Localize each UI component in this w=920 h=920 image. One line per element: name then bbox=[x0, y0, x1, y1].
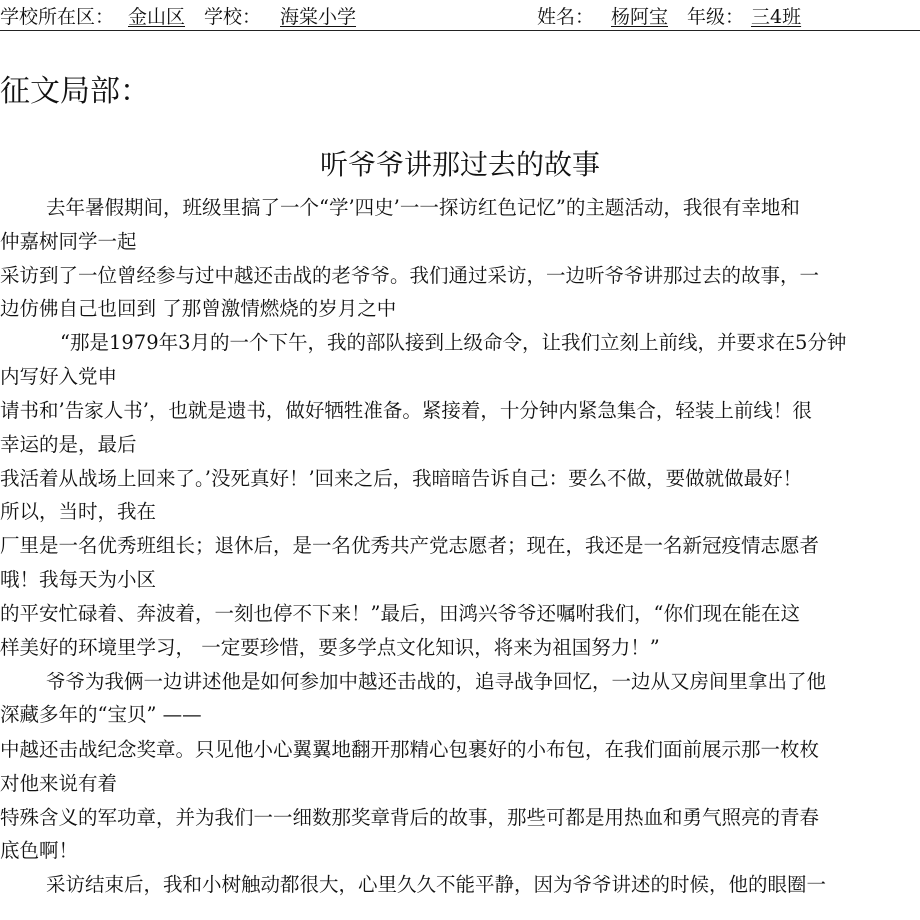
header-divider bbox=[0, 30, 920, 31]
essay-line: 去年暑假期间，班级里搞了一个“学’四史’一一探访红色记忆”的主题活动，我很有幸地和 bbox=[46, 196, 800, 219]
essay-line: 爷爷为我俩一边讲述他是如何参加中越还击战的，追寻战争回忆，一边从又房间里拿出了他 bbox=[46, 670, 827, 693]
essay-line: 采访到了一位曾经参与过中越还击战的老爷爷。我们通过采访，一边听爷爷讲那过去的故事，一 bbox=[0, 264, 820, 287]
school-value: 海棠小学 bbox=[280, 6, 357, 28]
grade-value: 三4班 bbox=[751, 6, 802, 28]
essay-line: 样美好的环境里学习， 一定要珍惜，要多学点文化知识，将来为祖国努力！” bbox=[0, 636, 660, 659]
essay-line: 的平安忙碌着、奔波着，一刻也停不下来！”最后，田鸿兴爷爷还嘱咐我们，“你们现在能在这 bbox=[0, 602, 800, 625]
essay-line: 深藏多年的“宝贝” —— bbox=[0, 703, 202, 726]
name-label: 姓名： bbox=[537, 6, 595, 28]
grade-label: 年级： bbox=[687, 6, 745, 28]
essay-line: 采访结束后，我和小树触动都很大，心里久久不能平静，因为爷爷讲述的时候，他的眼圈一 bbox=[46, 873, 827, 896]
essay-line: 厂里是一名优秀班组长；退休后，是一名优秀共产党志愿者；现在，我还是一名新冠疫情志愿者 bbox=[0, 534, 820, 557]
essay-line: 请书和’告家人书’，也就是遗书，做好牺牲准备。紧接着，十分钟内紧急集合，轻装上前线！很 bbox=[0, 399, 812, 422]
school-label: 学校： bbox=[204, 6, 262, 28]
essay-line: 边仿佛自己也回到 了那曾激情燃烧的岁月之中 bbox=[0, 297, 397, 320]
student-info-header bbox=[0, 4, 920, 30]
essay-title: 听爷爷讲那过去的故事 bbox=[319, 148, 600, 181]
district-label: 学校所在区： bbox=[0, 6, 115, 28]
essay-line: 对他来说有着 bbox=[0, 772, 118, 795]
essay-line: 中越还击战纪念奖章。只见他小心翼翼地翻开那精心包裹好的小布包，在我们面前展示那一枚枚 bbox=[0, 738, 820, 761]
essay-line: 哦！我每天为小区 bbox=[0, 568, 157, 591]
essay-line: 特殊含义的军功章，并为我们一一细数那奖章背后的故事，那些可都是用热血和勇气照亮的青春 bbox=[0, 806, 820, 829]
essay-line: 内写好入党申 bbox=[0, 365, 118, 388]
district-value: 金山区 bbox=[128, 6, 186, 28]
essay-line: 仲嘉树同学一起 bbox=[0, 230, 137, 253]
essay-line: 所以，当时，我在 bbox=[0, 500, 157, 523]
essay-line: 幸运的是，最后 bbox=[0, 433, 137, 456]
essay-line: 底色啊！ bbox=[0, 839, 79, 862]
section-title: 征文局部： bbox=[0, 74, 150, 109]
name-value: 杨阿宝 bbox=[611, 6, 669, 28]
essay-line: 我活着从战场上回来了。’没死真好！’回来之后，我暗暗告诉自己：要么不做，要做就做最好！ bbox=[0, 467, 803, 490]
essay-line: “那是1979年3月的一个下午，我的部队接到上级命令，让我们立刻上前线，并要求在5分钟 bbox=[60, 331, 847, 354]
